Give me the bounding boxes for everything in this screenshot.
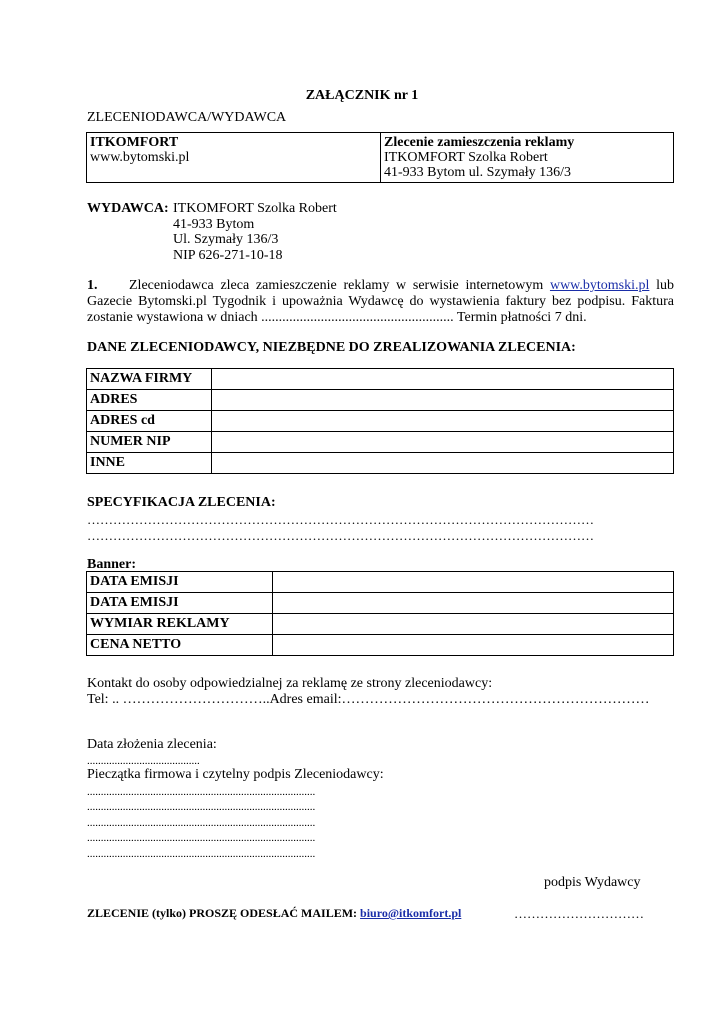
emission-date-field[interactable] [273, 572, 674, 593]
contact-fields[interactable]: Tel: .. …………………………..Adres email:………………………………………………………… [87, 692, 650, 707]
table-row [87, 572, 674, 593]
order-date-field[interactable]: ......................................... [87, 755, 200, 767]
signature-line[interactable]: ................................................................................... [87, 817, 316, 829]
table-row [87, 453, 674, 474]
header-table [86, 132, 674, 183]
header-table-left-cell [87, 133, 381, 183]
field-label: DATA EMISJI [87, 572, 273, 593]
footer-note [87, 906, 461, 921]
table-row [87, 369, 674, 390]
publisher-line: 41-933 Bytom [173, 216, 255, 232]
table-row [87, 411, 674, 432]
table-row [87, 432, 674, 453]
company-website: www.bytomski.pl [90, 150, 190, 165]
publisher-line: ITKOMFORT Szolka Robert [173, 201, 337, 216]
website-link[interactable]: www.bytomski.pl [549, 278, 650, 293]
publisher-signature-line: ………………………… [514, 906, 644, 921]
field-label: DATA EMISJI [87, 593, 273, 614]
company-name: ITKOMFORT [90, 135, 179, 150]
paragraph-text: Zleceniodawca zleca zamieszczenie reklamy w serwisie internetowym [129, 278, 550, 293]
signature-line[interactable]: ................................................................................... [87, 848, 316, 860]
client-data-table [86, 368, 674, 474]
address-field[interactable] [212, 390, 674, 411]
publisher-label: WYDAWCA: [87, 201, 169, 216]
ad-size-field[interactable] [273, 614, 674, 635]
publisher-signature-label: podpis Wydawcy [544, 875, 641, 890]
publisher-address: 41-933 Bytom ul. Szymały 136/3 [384, 165, 572, 180]
field-label: INNE [87, 453, 212, 474]
stamp-label: Pieczątka firmowa i czytelny podpis Zleceniodawcy: [87, 767, 384, 782]
order-paragraph [87, 278, 674, 326]
other-field[interactable] [212, 453, 674, 474]
client-data-heading: DANE ZLECENIODAWCY, NIEZBĘDNE DO ZREALIZOWANIA ZLECENIA: [87, 340, 576, 355]
field-label: ADRES cd [87, 411, 212, 432]
table-row [87, 614, 674, 635]
banner-heading: Banner: [87, 557, 136, 572]
paragraph-text-cont: lub Gazecie Bytomski.pl Tygodnik i upoważnia Wydawcę do wystawienia faktury bez podpisu. Faktura zostanie wystawiona w dniach ....................................................... Termin płatności 7 dni. [87, 278, 674, 325]
field-label: ADRES [87, 390, 212, 411]
signature-line[interactable]: ................................................................................... [87, 832, 316, 844]
header-table-right-cell [381, 133, 674, 183]
spec-line[interactable]: ……………………………………………………………………………………………………… [87, 528, 594, 543]
spec-line[interactable]: ……………………………………………………………………………………………………… [87, 512, 594, 527]
order-type: Zlecenie zamieszczenia reklamy [384, 135, 575, 150]
field-label: NUMER NIP [87, 432, 212, 453]
signature-line[interactable]: ................................................................................... [87, 786, 316, 798]
nip-field[interactable] [212, 432, 674, 453]
contact-label: Kontakt do osoby odpowiedzialnej za reklamę ze strony zleceniodawcy: [87, 676, 493, 691]
paragraph-number: 1. [87, 278, 98, 293]
banner-table [86, 571, 674, 656]
net-price-field[interactable] [273, 635, 674, 656]
page-subtitle: ZLECENIODAWCA/WYDAWCA [87, 110, 287, 125]
emission-date-field[interactable] [273, 593, 674, 614]
table-row [87, 593, 674, 614]
table-row [87, 390, 674, 411]
spec-heading: SPECYFIKACJA ZLECENIA: [87, 495, 276, 510]
field-label: WYMIAR REKLAMY [87, 614, 273, 635]
company-name-field[interactable] [212, 369, 674, 390]
order-date-label: Data złożenia zlecenia: [87, 737, 217, 752]
page-title: ZAŁĄCZNIK nr 1 [305, 88, 419, 103]
publisher-block [87, 201, 337, 263]
address-cont-field[interactable] [212, 411, 674, 432]
field-label: NAZWA FIRMY [87, 369, 212, 390]
publisher-line: Ul. Szymały 136/3 [173, 232, 279, 247]
footer-text: ZLECENIE (tylko) PROSZĘ ODESŁAĆ MAILEM: [87, 906, 361, 920]
field-label: CENA NETTO [87, 635, 273, 656]
publisher-name: ITKOMFORT Szolka Robert [384, 150, 548, 165]
signature-line[interactable]: ................................................................................... [87, 801, 316, 813]
email-link[interactable]: biuro@itkomfort.pl [360, 906, 462, 920]
publisher-line: NIP 626-271-10-18 [173, 247, 283, 263]
table-row [87, 635, 674, 656]
